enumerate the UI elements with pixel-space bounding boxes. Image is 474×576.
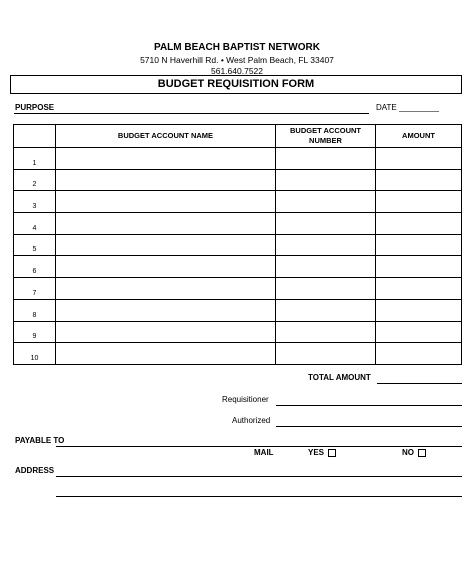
account-number-cell[interactable]: [276, 169, 376, 191]
row-number: 7: [14, 278, 56, 300]
header-amount: AMOUNT: [376, 125, 462, 148]
account-name-cell[interactable]: [56, 278, 276, 300]
organization-phone: 561.640.7522: [211, 66, 263, 76]
table-row: [14, 169, 462, 191]
budget-table: [13, 124, 462, 365]
table-row: [14, 343, 462, 365]
table-row: [14, 234, 462, 256]
account-number-cell[interactable]: [276, 278, 376, 300]
table-row: [14, 278, 462, 300]
amount-cell[interactable]: [376, 278, 462, 300]
account-number-cell[interactable]: [276, 343, 376, 365]
mail-yes-option[interactable]: [308, 448, 336, 457]
form-title-box: [10, 75, 462, 94]
date-label: DATE _________: [376, 103, 440, 112]
payable-to-field[interactable]: [56, 446, 462, 447]
amount-cell[interactable]: [376, 234, 462, 256]
table-row: [14, 256, 462, 278]
header-row-number: [14, 125, 56, 148]
amount-cell[interactable]: [376, 148, 462, 170]
table-row: [14, 321, 462, 343]
purpose-field[interactable]: [14, 113, 369, 114]
address-field-line-2[interactable]: [56, 496, 462, 497]
form-title: BUDGET REQUISITION FORM: [157, 78, 315, 90]
account-name-cell[interactable]: [56, 343, 276, 365]
amount-cell[interactable]: [376, 169, 462, 191]
yes-label: YES: [308, 448, 325, 457]
header-account-name: BUDGET ACCOUNT NAME: [56, 125, 276, 148]
row-number: 9: [14, 321, 56, 343]
organization-name: PALM BEACH BAPTIST NETWORK: [154, 42, 320, 53]
requisitioner-field[interactable]: [276, 405, 462, 406]
table-header-row: [14, 125, 462, 148]
account-name-cell[interactable]: [56, 169, 276, 191]
amount-cell[interactable]: [376, 321, 462, 343]
amount-cell[interactable]: [376, 299, 462, 321]
total-amount-label: TOTAL AMOUNT: [308, 373, 371, 382]
account-number-cell[interactable]: [276, 148, 376, 170]
amount-cell[interactable]: [376, 343, 462, 365]
purpose-label: PURPOSE: [15, 103, 55, 112]
account-number-cell[interactable]: [276, 234, 376, 256]
amount-cell[interactable]: [376, 191, 462, 213]
table-row: [14, 148, 462, 170]
account-number-cell[interactable]: [276, 299, 376, 321]
row-number: 2: [14, 169, 56, 191]
authorized-field[interactable]: [276, 426, 462, 427]
amount-cell[interactable]: [376, 256, 462, 278]
account-name-cell[interactable]: [56, 321, 276, 343]
total-amount-field[interactable]: [377, 383, 462, 384]
row-number: 10: [14, 343, 56, 365]
table-row: [14, 213, 462, 235]
organization-address: 5710 N Haverhill Rd. • West Palm Beach, FL 33407: [140, 55, 334, 65]
account-name-cell[interactable]: [56, 234, 276, 256]
amount-cell[interactable]: [376, 213, 462, 235]
account-number-cell[interactable]: [276, 321, 376, 343]
table-row: [14, 299, 462, 321]
account-number-cell[interactable]: [276, 213, 376, 235]
row-number: 1: [14, 148, 56, 170]
no-checkbox[interactable]: [418, 449, 426, 457]
authorized-label: Authorized: [232, 416, 271, 425]
account-name-cell[interactable]: [56, 148, 276, 170]
header-account-number: BUDGET ACCOUNT NUMBER: [276, 125, 376, 148]
account-number-cell[interactable]: [276, 191, 376, 213]
yes-checkbox[interactable]: [328, 449, 336, 457]
account-name-cell[interactable]: [56, 299, 276, 321]
account-name-cell[interactable]: [56, 213, 276, 235]
account-name-cell[interactable]: [56, 191, 276, 213]
mail-label: MAIL: [254, 448, 274, 457]
mail-no-option[interactable]: [402, 448, 426, 457]
address-field-line-1[interactable]: [56, 476, 462, 477]
row-number: 3: [14, 191, 56, 213]
row-number: 8: [14, 299, 56, 321]
account-name-cell[interactable]: [56, 256, 276, 278]
payable-to-label: PAYABLE TO: [15, 436, 65, 445]
row-number: 5: [14, 234, 56, 256]
no-label: NO: [402, 448, 414, 457]
account-number-cell[interactable]: [276, 256, 376, 278]
requisitioner-label: Requisitioner: [222, 395, 269, 404]
address-label: ADDRESS: [15, 466, 55, 475]
row-number: 6: [14, 256, 56, 278]
table-row: [14, 191, 462, 213]
row-number: 4: [14, 213, 56, 235]
